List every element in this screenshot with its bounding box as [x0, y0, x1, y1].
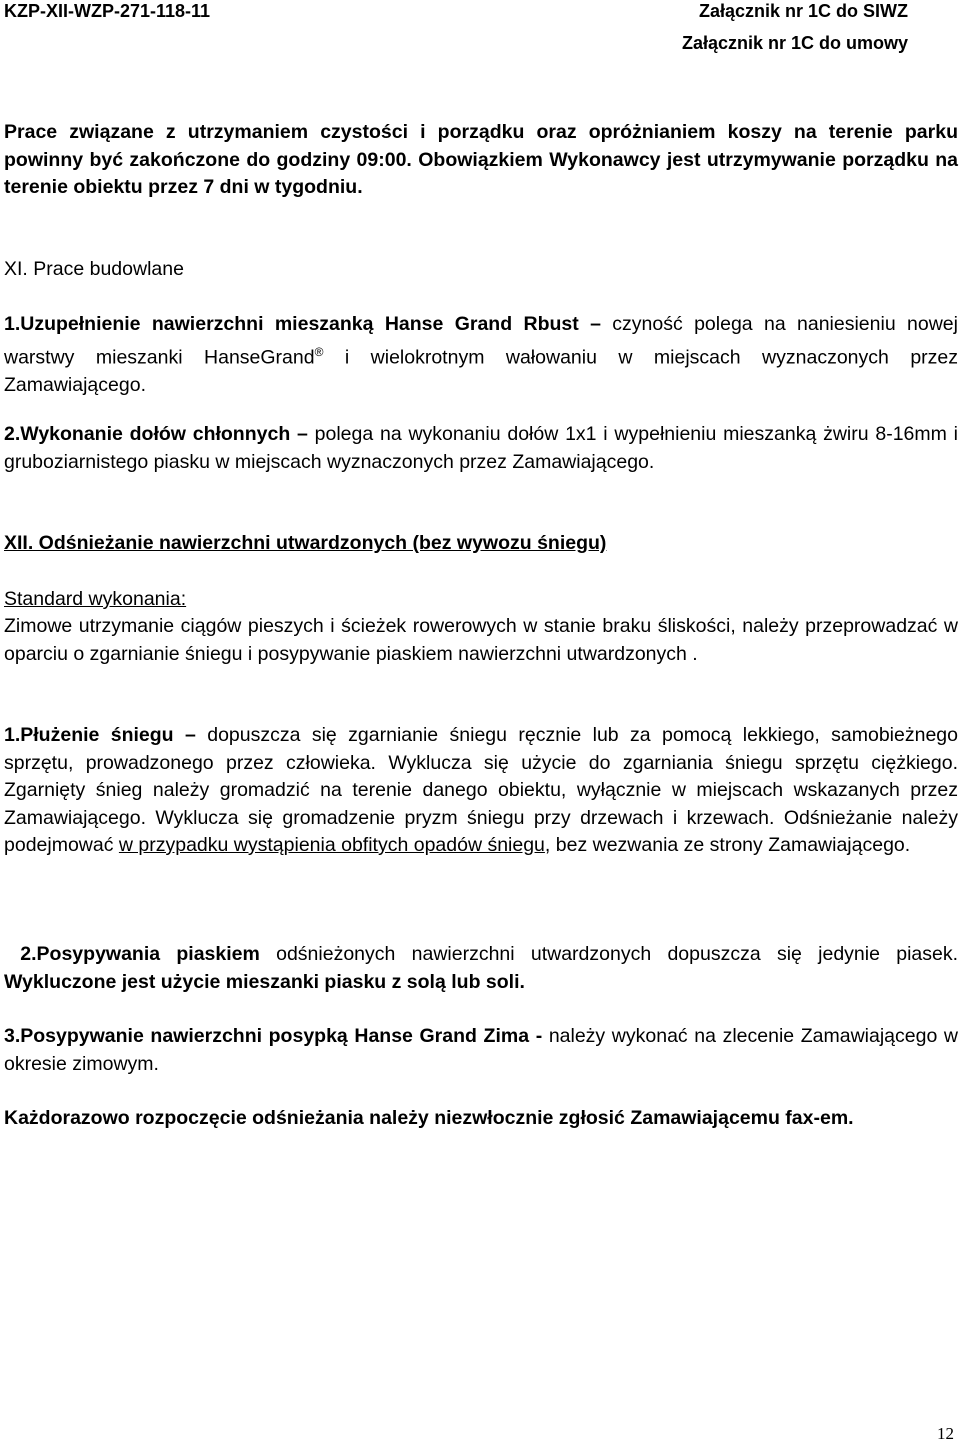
document-id: KZP-XII-WZP-271-118-11 [4, 1, 211, 21]
standard-label: Standard wykonania: [4, 588, 187, 610]
intro-text: Obowiązkiem Wykonawcy jest utrzymywanie porządku na terenie obiektu przez 7 dni w tygodniu. [4, 148, 959, 198]
item-3-title: 3.Posypywanie nawierzchni posypką Hanse Grand Zima [4, 1025, 530, 1047]
section-xi-item-2 [4, 421, 958, 476]
section-xi-title: XI. Prace budowlane [4, 258, 184, 280]
annex-siwz-label: Załącznik nr 1C do SIWZ [698, 1, 908, 21]
registered-mark: ® [314, 344, 324, 359]
item-1-text: czyność polega na naniesieniu nowej warstwy mieszanki HanseGrand [4, 313, 958, 368]
item-2-title: 2.Posypywania piaskiem [20, 943, 260, 965]
item-2-bold-note: Wykluczone jest użycie mieszanki piasku z solą lub soli. [4, 970, 525, 993]
em-dash: – [173, 724, 208, 746]
item-1-title: 1.Uzupełnienie nawierzchni mieszanką Hanse Grand Rbust [4, 313, 579, 335]
em-dash: – [578, 313, 613, 335]
item-1-underlined-text: w przypadku wystąpienia obfitych opadów śniegu [118, 834, 545, 856]
annex-umowy-label: Załącznik nr 1C do umowy [681, 33, 908, 53]
item-1-text-end: , bez wezwania ze strony Zamawiającego. [544, 834, 911, 856]
section-xii-item-2 [4, 941, 958, 996]
standard-text: Zimowe utrzymanie ciągów pieszych i ścieżek rowerowych w stanie braku śliskości, należy przeprowadzać w oparciu o zgarnianie śniegu i posypywanie piaskiem nawierzchni utwardzonych . [4, 615, 958, 665]
item-3-text: należy wykonać na zlecenie Zamawiającego w okresie zimowym. [4, 1025, 958, 1075]
page-number: 12 [937, 1424, 954, 1443]
final-note: Każdorazowo rozpoczęcie odśnieżania należy niezwłocznie zgłosić Zamawiającemu fax-em. [4, 1107, 854, 1129]
item-1-text: dopuszcza się zgarnianie śniegu ręcznie lub za pomocą lekkiego, samobieżnego sprzętu, prowadzonego przez człowieka. Wyklucza się użycie do zgarniania śniegu sprzętu ciężkiego. Zgarnięty śnieg należy gromadzić na terenie danego obiektu, wyłącznie w miejscach wskazanych przez Zamawiającego. Wyklucza się gromadzenie pryzm śniegu przy drzewach i krzewach. Odśnieżanie należy podejmować [4, 724, 958, 856]
intro-paragraph [4, 119, 958, 202]
dash: - [529, 1025, 549, 1047]
section-xii-item-3 [4, 1023, 958, 1078]
item-2-title: 2.Wykonanie dołów chłonnych [4, 423, 291, 445]
em-dash: – [290, 423, 315, 445]
item-1-text-cont: i wielokrotnym wałowaniu w miejscach wyznaczonych przez Zamawiającego. [4, 346, 958, 396]
section-xii-title: XII. Odśnieżanie nawierzchni utwardzonych (bez wywozu śniegu) [4, 532, 607, 554]
section-xi-item-1 [4, 311, 958, 399]
section-xii-item-1 [4, 722, 958, 860]
intro-bold-text: Prace związane z utrzymaniem czystości i porządku oraz opróżnianiem koszy na terenie parku powinny być zakończone do godziny 09:00. [4, 121, 958, 171]
item-2-text: odśnieżonych nawierzchni utwardzonych dopuszcza się jedynie piasek. [259, 943, 959, 965]
item-2-text: polega na wykonaniu dołów 1x1 i wypełnieniu mieszanką żwiru 8-16mm i gruboziarnistego piasku w miejscach wyznaczonych przez Zamawiającego. [4, 423, 958, 473]
item-1-title: 1.Płużenie śniegu [4, 724, 174, 746]
